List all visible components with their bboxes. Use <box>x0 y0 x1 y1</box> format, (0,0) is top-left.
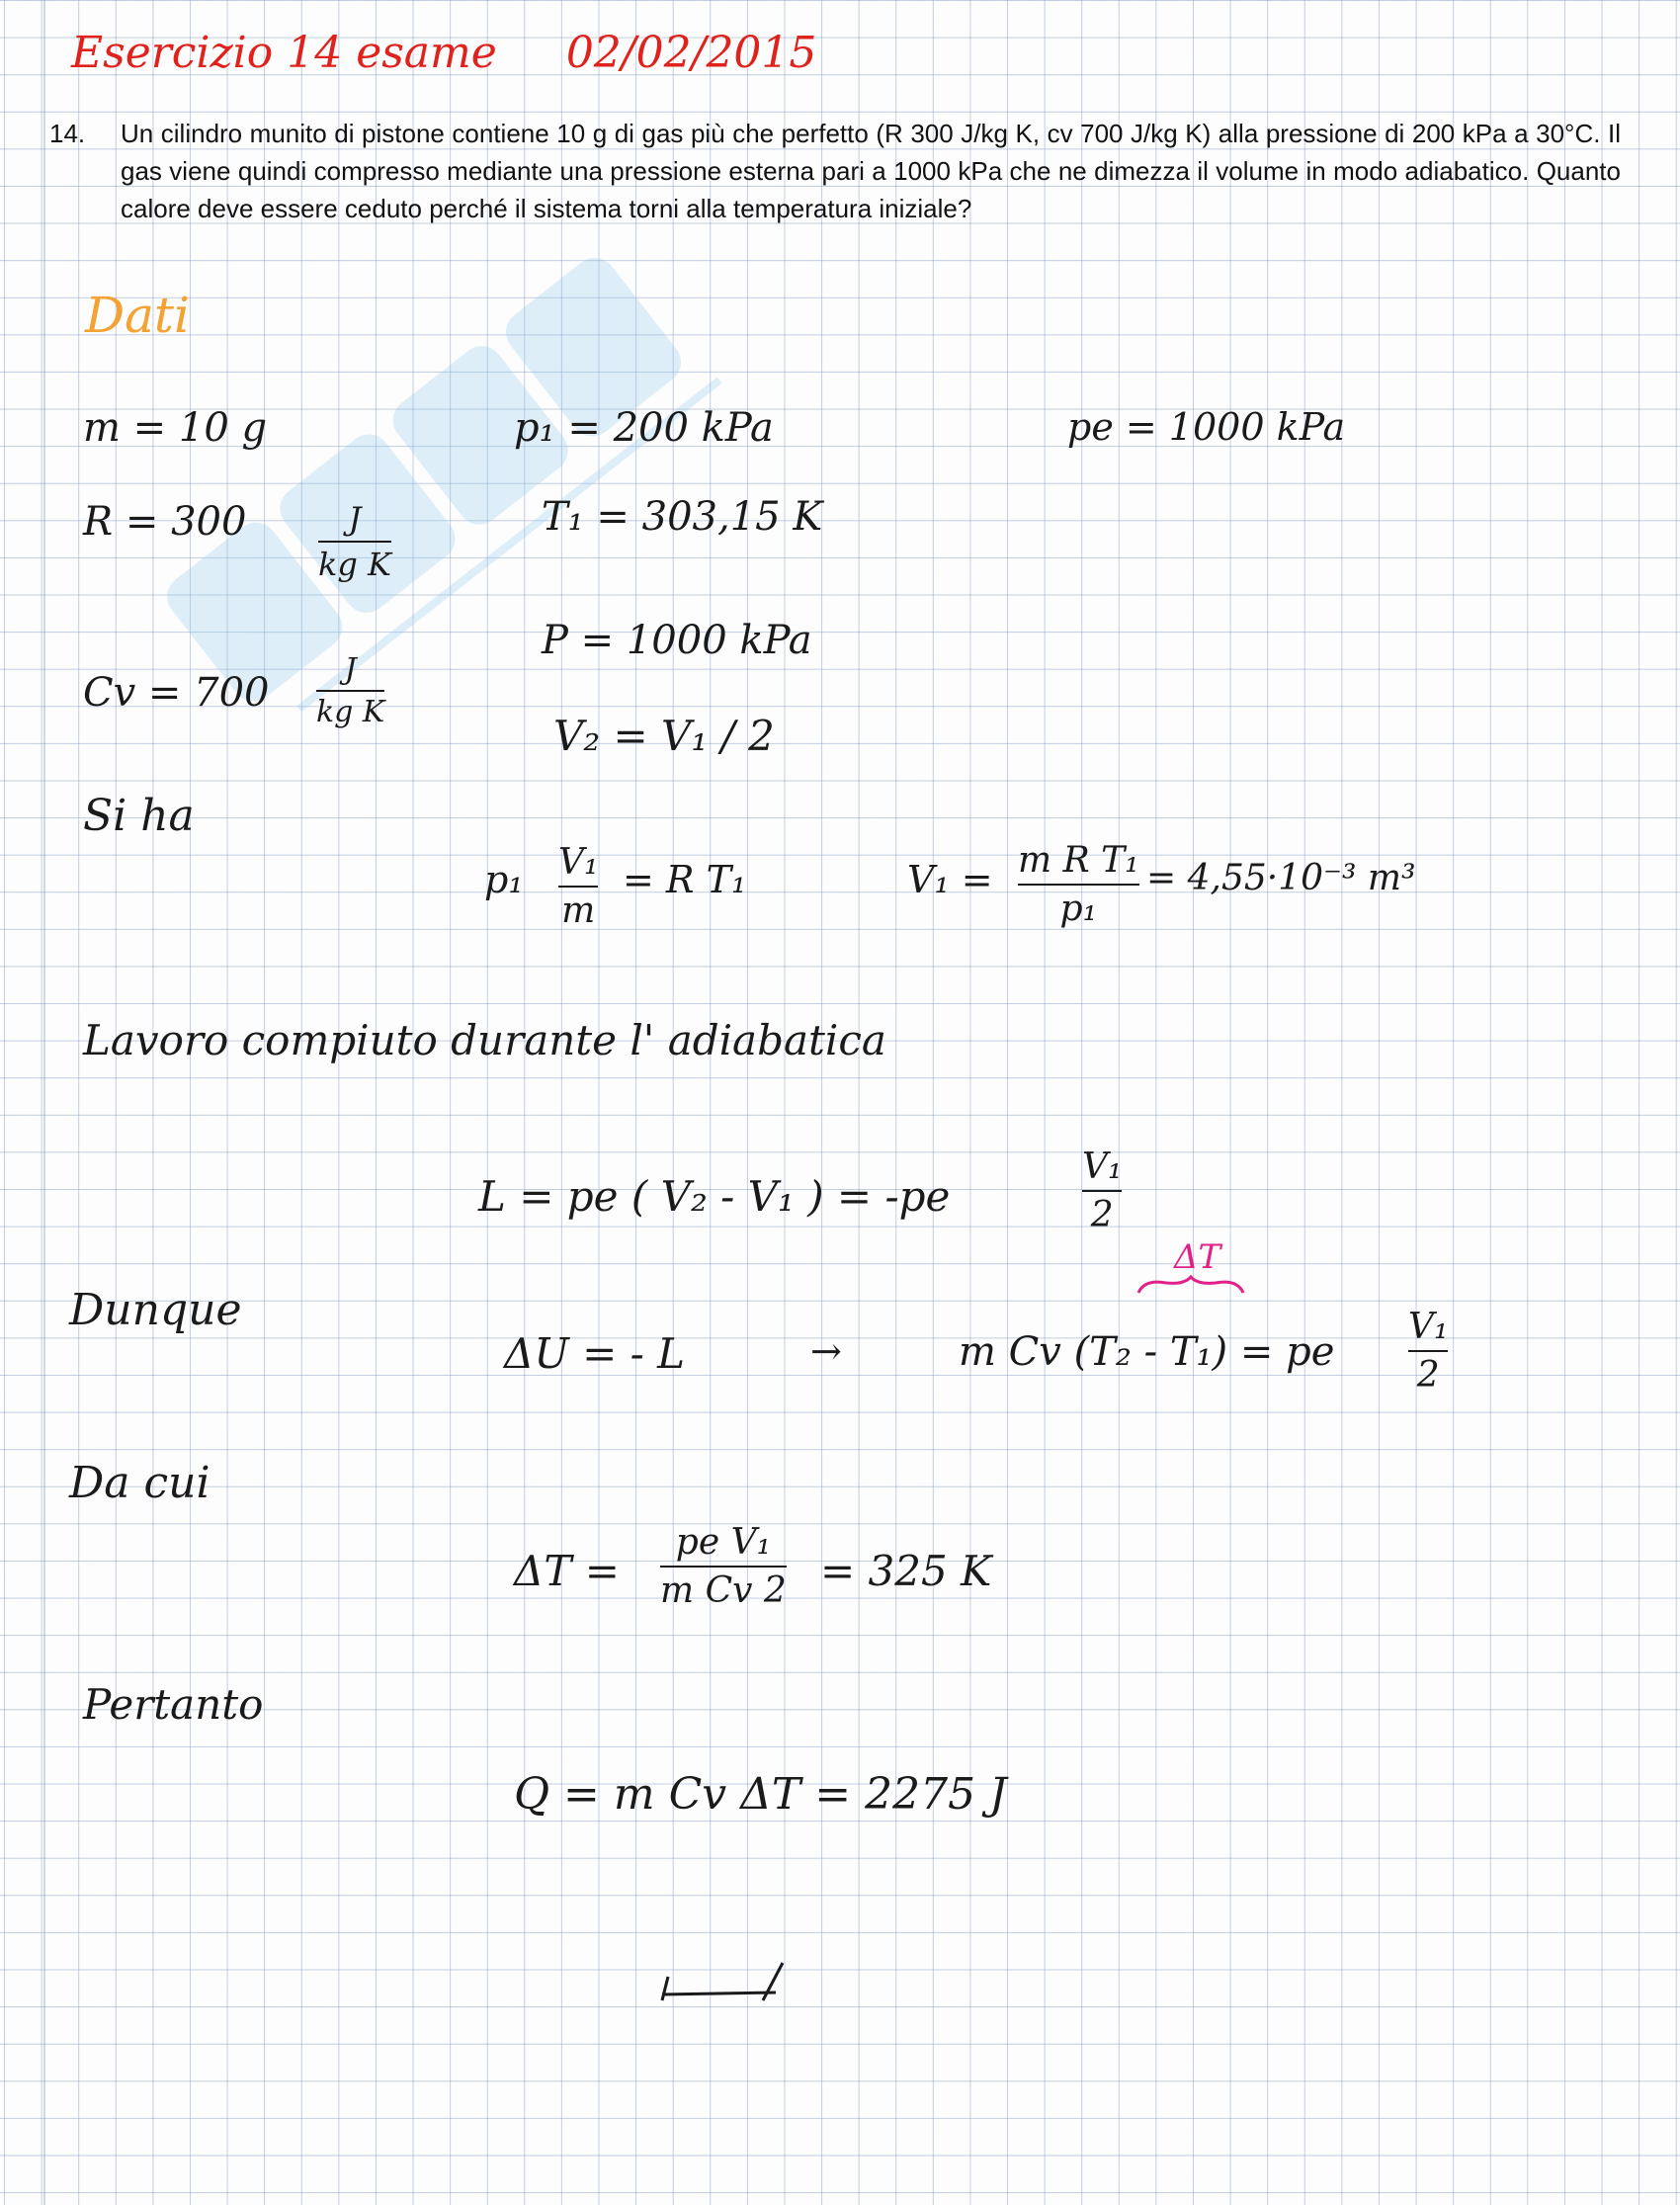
v1-result: = 4,55·10⁻³ m³ <box>1146 858 1416 898</box>
fraction-bar <box>660 1566 787 1568</box>
energy-balance-fraction <box>1408 1307 1448 1396</box>
fraction-bar <box>558 886 598 888</box>
exercise-title <box>71 28 816 78</box>
si-ha-label: Si ha <box>83 791 195 841</box>
initial-temperature: T₁ = 303,15 K <box>542 494 823 540</box>
pertanto-label: Pertanto <box>83 1680 264 1729</box>
delta-t-result: = 325 K <box>820 1547 992 1595</box>
arrow-icon: → <box>810 1329 842 1373</box>
work-frac-den: 2 <box>1090 1195 1114 1235</box>
fraction-bar <box>1408 1350 1448 1352</box>
gas-constant: R = 300 <box>83 499 247 545</box>
energy-balance-left: ΔU = - L <box>504 1329 686 1378</box>
final-volume-relation: V₂ = V₁ / 2 <box>553 712 775 760</box>
problem-text: Un cilindro munito di pistone contiene 10 g di gas più che perfetto (R 300 J/kg K, cv 700 J/kg K) alla pressione di 200 kPa a 30°C. Il gas viene quindi compresso mediante una pressione esterna pari a 1000 kPa che ne dimezza il volume in modo adiabatico. Quanto calore deve essere ceduto perché il sistema torni alla temperatura iniziale? <box>121 119 1621 223</box>
delta-t-den: m Cv 2 <box>660 1570 787 1611</box>
state-eq-fraction <box>558 842 598 931</box>
da-cui-label: Da cui <box>69 1458 210 1508</box>
problem-number: 14. <box>49 119 86 148</box>
lavoro-label: Lavoro compiuto durante l' adiabatica <box>83 1016 886 1064</box>
work-fraction <box>1082 1146 1122 1235</box>
specific-heat-value: Cv = 700 <box>83 670 270 716</box>
v1-num: m R T₁ <box>1018 840 1139 881</box>
work-equation: L = pe ( V₂ - V₁ ) = -pe <box>478 1172 951 1221</box>
mass-value: m = 10 g <box>83 405 268 451</box>
page-margin-line <box>43 0 45 2205</box>
specific-heat-unit-den: kg K <box>316 695 385 729</box>
work-frac-num: V₁ <box>1082 1146 1123 1187</box>
specific-heat-unit <box>316 652 384 729</box>
fraction-bar <box>318 541 391 543</box>
external-pressure-p: P = 1000 kPa <box>542 618 812 663</box>
energy-frac-den: 2 <box>1416 1355 1440 1396</box>
problem-statement <box>49 115 1621 227</box>
fraction-bar <box>316 690 384 692</box>
title-date: 02/02/2015 <box>565 28 817 78</box>
v1-lhs: V₁ = <box>907 858 993 901</box>
fraction-bar <box>1018 884 1139 886</box>
state-eq-pre: p₁ <box>484 858 524 901</box>
delta-t-brace-icon <box>1136 1275 1245 1295</box>
dunque-label: Dunque <box>69 1285 242 1335</box>
energy-frac-num: V₁ <box>1408 1307 1449 1347</box>
gas-constant-unit-num: J <box>348 500 362 538</box>
fraction-bar <box>1082 1190 1122 1192</box>
heat-equation: Q = m Cv ΔT = 2275 J <box>514 1769 1007 1820</box>
v1-fraction <box>1018 840 1139 929</box>
energy-balance-right: m Cv (T₂ - T₁) = pe <box>959 1329 1335 1375</box>
gas-constant-unit-den: kg K <box>318 546 391 583</box>
state-eq-den: m <box>561 890 596 931</box>
delta-t-lhs: ΔT = <box>514 1547 620 1595</box>
state-eq-num: V₁ <box>558 842 599 883</box>
end-mark-icon <box>652 1957 791 2006</box>
state-eq-rhs: = R T₁ <box>623 858 747 901</box>
title-text: Esercizio 14 esame <box>71 28 497 78</box>
dati-heading: Dati <box>85 287 190 344</box>
gas-constant-unit <box>318 500 391 583</box>
delta-t-num: pe V₁ <box>675 1522 772 1563</box>
delta-t-fraction <box>660 1522 787 1611</box>
initial-pressure: p₁ = 200 kPa <box>514 405 774 451</box>
specific-heat-unit-num: J <box>344 652 357 687</box>
external-pressure-pe: pe = 1000 kPa <box>1067 405 1346 449</box>
v1-den: p₁ <box>1059 889 1098 929</box>
delta-t-annotation: ΔT <box>1174 1237 1221 1277</box>
